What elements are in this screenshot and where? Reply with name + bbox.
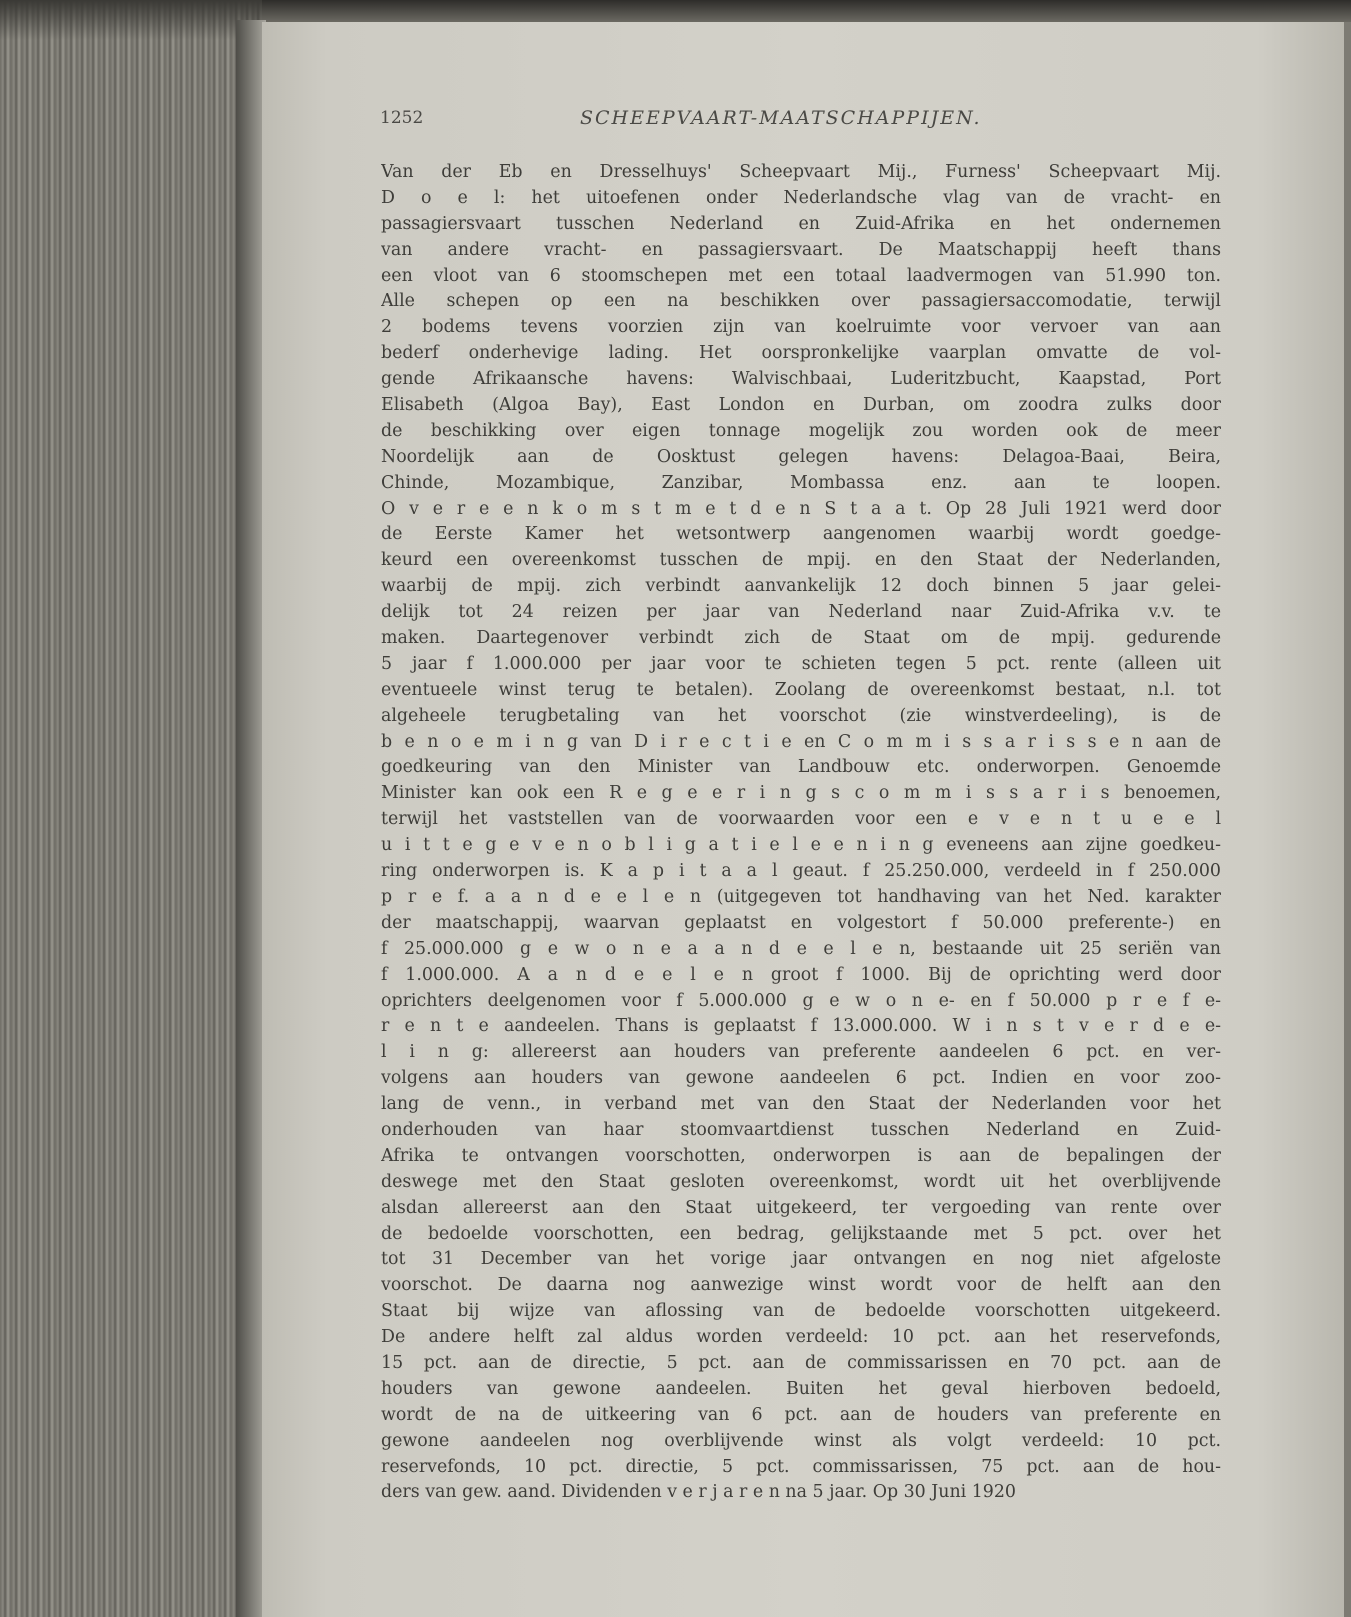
text-line: oprichters deelgenomen voor f 5.000.000 g e w o n e- en f 50.000 p r e f e- (381, 990, 1221, 1011)
body-text (381, 160, 1221, 1506)
text-line: gende Afrikaansche havens: Walvischbaai, Luderitzbucht, Kaapstad, Port (381, 369, 1221, 390)
text-line: Alle schepen op een na beschikken over passagiersaccomodatie, terwijl (381, 291, 1221, 312)
text-line: eventueele winst terug te betalen). Zoolang de overeenkomst bestaat, n.l. tot (381, 679, 1221, 700)
text-line: b e n o e m i n g van D i r e c t i e en C o m m i s s a r i s s e n aan de (381, 731, 1221, 752)
text-line: wordt de na de uitkeering van 6 pct. aan de houders van preferente en (381, 1404, 1221, 1425)
text-line: keurd een overeenkomst tusschen de mpij. en den Staat der Nederlanden, (381, 550, 1221, 571)
text-line: bederf onderhevige lading. Het oorspronkelijke vaarplan omvatte de vol- (381, 343, 1221, 364)
text-line: Staat bij wijze van aflossing van de bedoelde voorschotten uitgekeerd. (381, 1301, 1221, 1322)
text-line: volgens aan houders van gewone aandeelen 6 pct. Indien en voor zoo- (381, 1068, 1221, 1089)
book-page-edges (0, 0, 262, 1617)
text-line: Afrika te ontvangen voorschotten, onderworpen is aan de bepalingen der (381, 1145, 1221, 1166)
text-line: waarbij de mpij. zich verbindt aanvankelijk 12 doch binnen 5 jaar gelei- (381, 576, 1221, 597)
text-line: f 25.000.000 g e w o n e a a n d e e l e n, bestaande uit 25 seriën van (381, 938, 1221, 959)
text-line: Van der Eb en Dresselhuys' Scheepvaart Mij., Furness' Scheepvaart Mij. (381, 162, 1221, 182)
text-line: de beschikking over eigen tonnage mogelijk zou worden ook de meer (381, 420, 1221, 441)
text-line: houders van gewone aandeelen. Buiten het geval hierboven bedoeld, (381, 1378, 1221, 1399)
text-line: alsdan allereerst aan den Staat uitgekeerd, ter vergoeding van rente over (381, 1197, 1221, 1218)
text-line: lang de venn., in verband met van den Staat der Nederlanden voor het (381, 1094, 1221, 1115)
text-line: l i n g: allereerst aan houders van preferente aandeelen 6 pct. en ver- (381, 1042, 1221, 1063)
text-line: ders van gew. aand. Dividenden v e r j a r e n na 5 jaar. Op 30 Juni 1920 (381, 1482, 1016, 1503)
text-line: 15 pct. aan de directie, 5 pct. aan de commissarissen en 70 pct. aan de (381, 1352, 1221, 1373)
text-line: De andere helft zal aldus worden verdeeld: 10 pct. aan het reservefonds, (381, 1327, 1221, 1348)
text-line: der maatschappij, waarvan geplaatst en volgestort f 50.000 preferente-) en (381, 912, 1221, 933)
text-line: r e n t e aandeelen. Thans is geplaatst f 13.000.000. W i n s t v e r d e e- (381, 1016, 1221, 1037)
text-line: de bedoelde voorschotten, een bedrag, gelijkstaande met 5 pct. over het (381, 1223, 1221, 1244)
text-line: tot 31 December van het vorige jaar ontvangen en nog niet afgeloste (381, 1249, 1221, 1270)
text-line: de Eerste Kamer het wetsontwerp aangenomen waarbij wordt goedge- (381, 524, 1221, 545)
text-line: passagiersvaart tusschen Nederland en Zuid-Afrika en het ondernemen (381, 213, 1221, 234)
text-line: p r e f. a a n d e e l e n (uitgegeven tot handhaving van het Ned. karakter (381, 886, 1221, 907)
text-line: terwijl het vaststellen van de voorwaarden voor een e v e n t u e e l (381, 809, 1221, 830)
text-line: delijk tot 24 reizen per jaar van Nederland naar Zuid-Afrika v.v. te (381, 602, 1221, 623)
text-line: onderhouden van haar stoomvaartdienst tusschen Nederland en Zuid- (381, 1119, 1221, 1140)
text-line: 5 jaar f 1.000.000 per jaar voor te schieten tegen 5 pct. rente (alleen uit (381, 653, 1221, 674)
text-line: f 1.000.000. A a n d e e l e n groot f 1000. Bij de oprichting werd door (381, 964, 1221, 985)
text-line: 2 bodems tevens voorzien zijn van koelruimte voor vervoer van aan (381, 317, 1221, 338)
text-line: goedkeuring van den Minister van Landbouw etc. onderworpen. Genoemde (381, 757, 1221, 778)
text-line: Elisabeth (Algoa Bay), East London en Durban, om zoodra zulks door (381, 395, 1221, 416)
text-line: Chinde, Mozambique, Zanzibar, Mombassa enz. aan te loopen. (381, 472, 1221, 493)
text-line: van andere vracht- en passagiersvaart. De Maatschappij heeft thans (381, 239, 1221, 260)
text-line: u i t t e g e v e n o b l i g a t i e l e e n i n g eveneens aan zijne goedkeu- (381, 835, 1221, 856)
text-line: maken. Daartegenover verbindt zich de Staat om de mpij. gedurende (381, 628, 1221, 649)
text-line: O v e r e e n k o m s t m e t d e n S t a a t. Op 28 Juli 1921 werd door (381, 498, 1221, 519)
text-line: deswege met den Staat gesloten overeenkomst, wordt uit het overblijvende (381, 1171, 1221, 1192)
page-number: 1252 (380, 108, 424, 128)
running-title: SCHEEPVAART-MAATSCHAPPIJEN. (580, 107, 982, 129)
text-line: een vloot van 6 stoomschepen met een totaal laadvermogen van 51.990 ton. (381, 265, 1221, 286)
text-line: Noordelijk aan de Oosktust gelegen havens: Delagoa-Baai, Beira, (381, 446, 1221, 467)
text-line: voorschot. De daarna nog aanwezige winst wordt voor de helft aan den (381, 1275, 1221, 1296)
text-line: gewone aandeelen nog overblijvende winst als volgt verdeeld: 10 pct. (381, 1430, 1221, 1451)
text-line: reservefonds, 10 pct. directie, 5 pct. commissarissen, 75 pct. aan de hou- (381, 1456, 1221, 1477)
text-line: algeheele terugbetaling van het voorschot (zie winstverdeeling), is de (381, 705, 1221, 726)
text-line: ring onderworpen is. K a p i t a a l geaut. f 25.250.000, verdeeld in f 250.000 (381, 861, 1221, 882)
text-line: Minister kan ook een R e g e e r i n g s c o m m i s s a r i s benoemen, (381, 783, 1221, 804)
text-line: D o e l: het uitoefenen onder Nederlandsche vlag van de vracht- en (381, 187, 1221, 208)
page-header (380, 108, 1020, 138)
